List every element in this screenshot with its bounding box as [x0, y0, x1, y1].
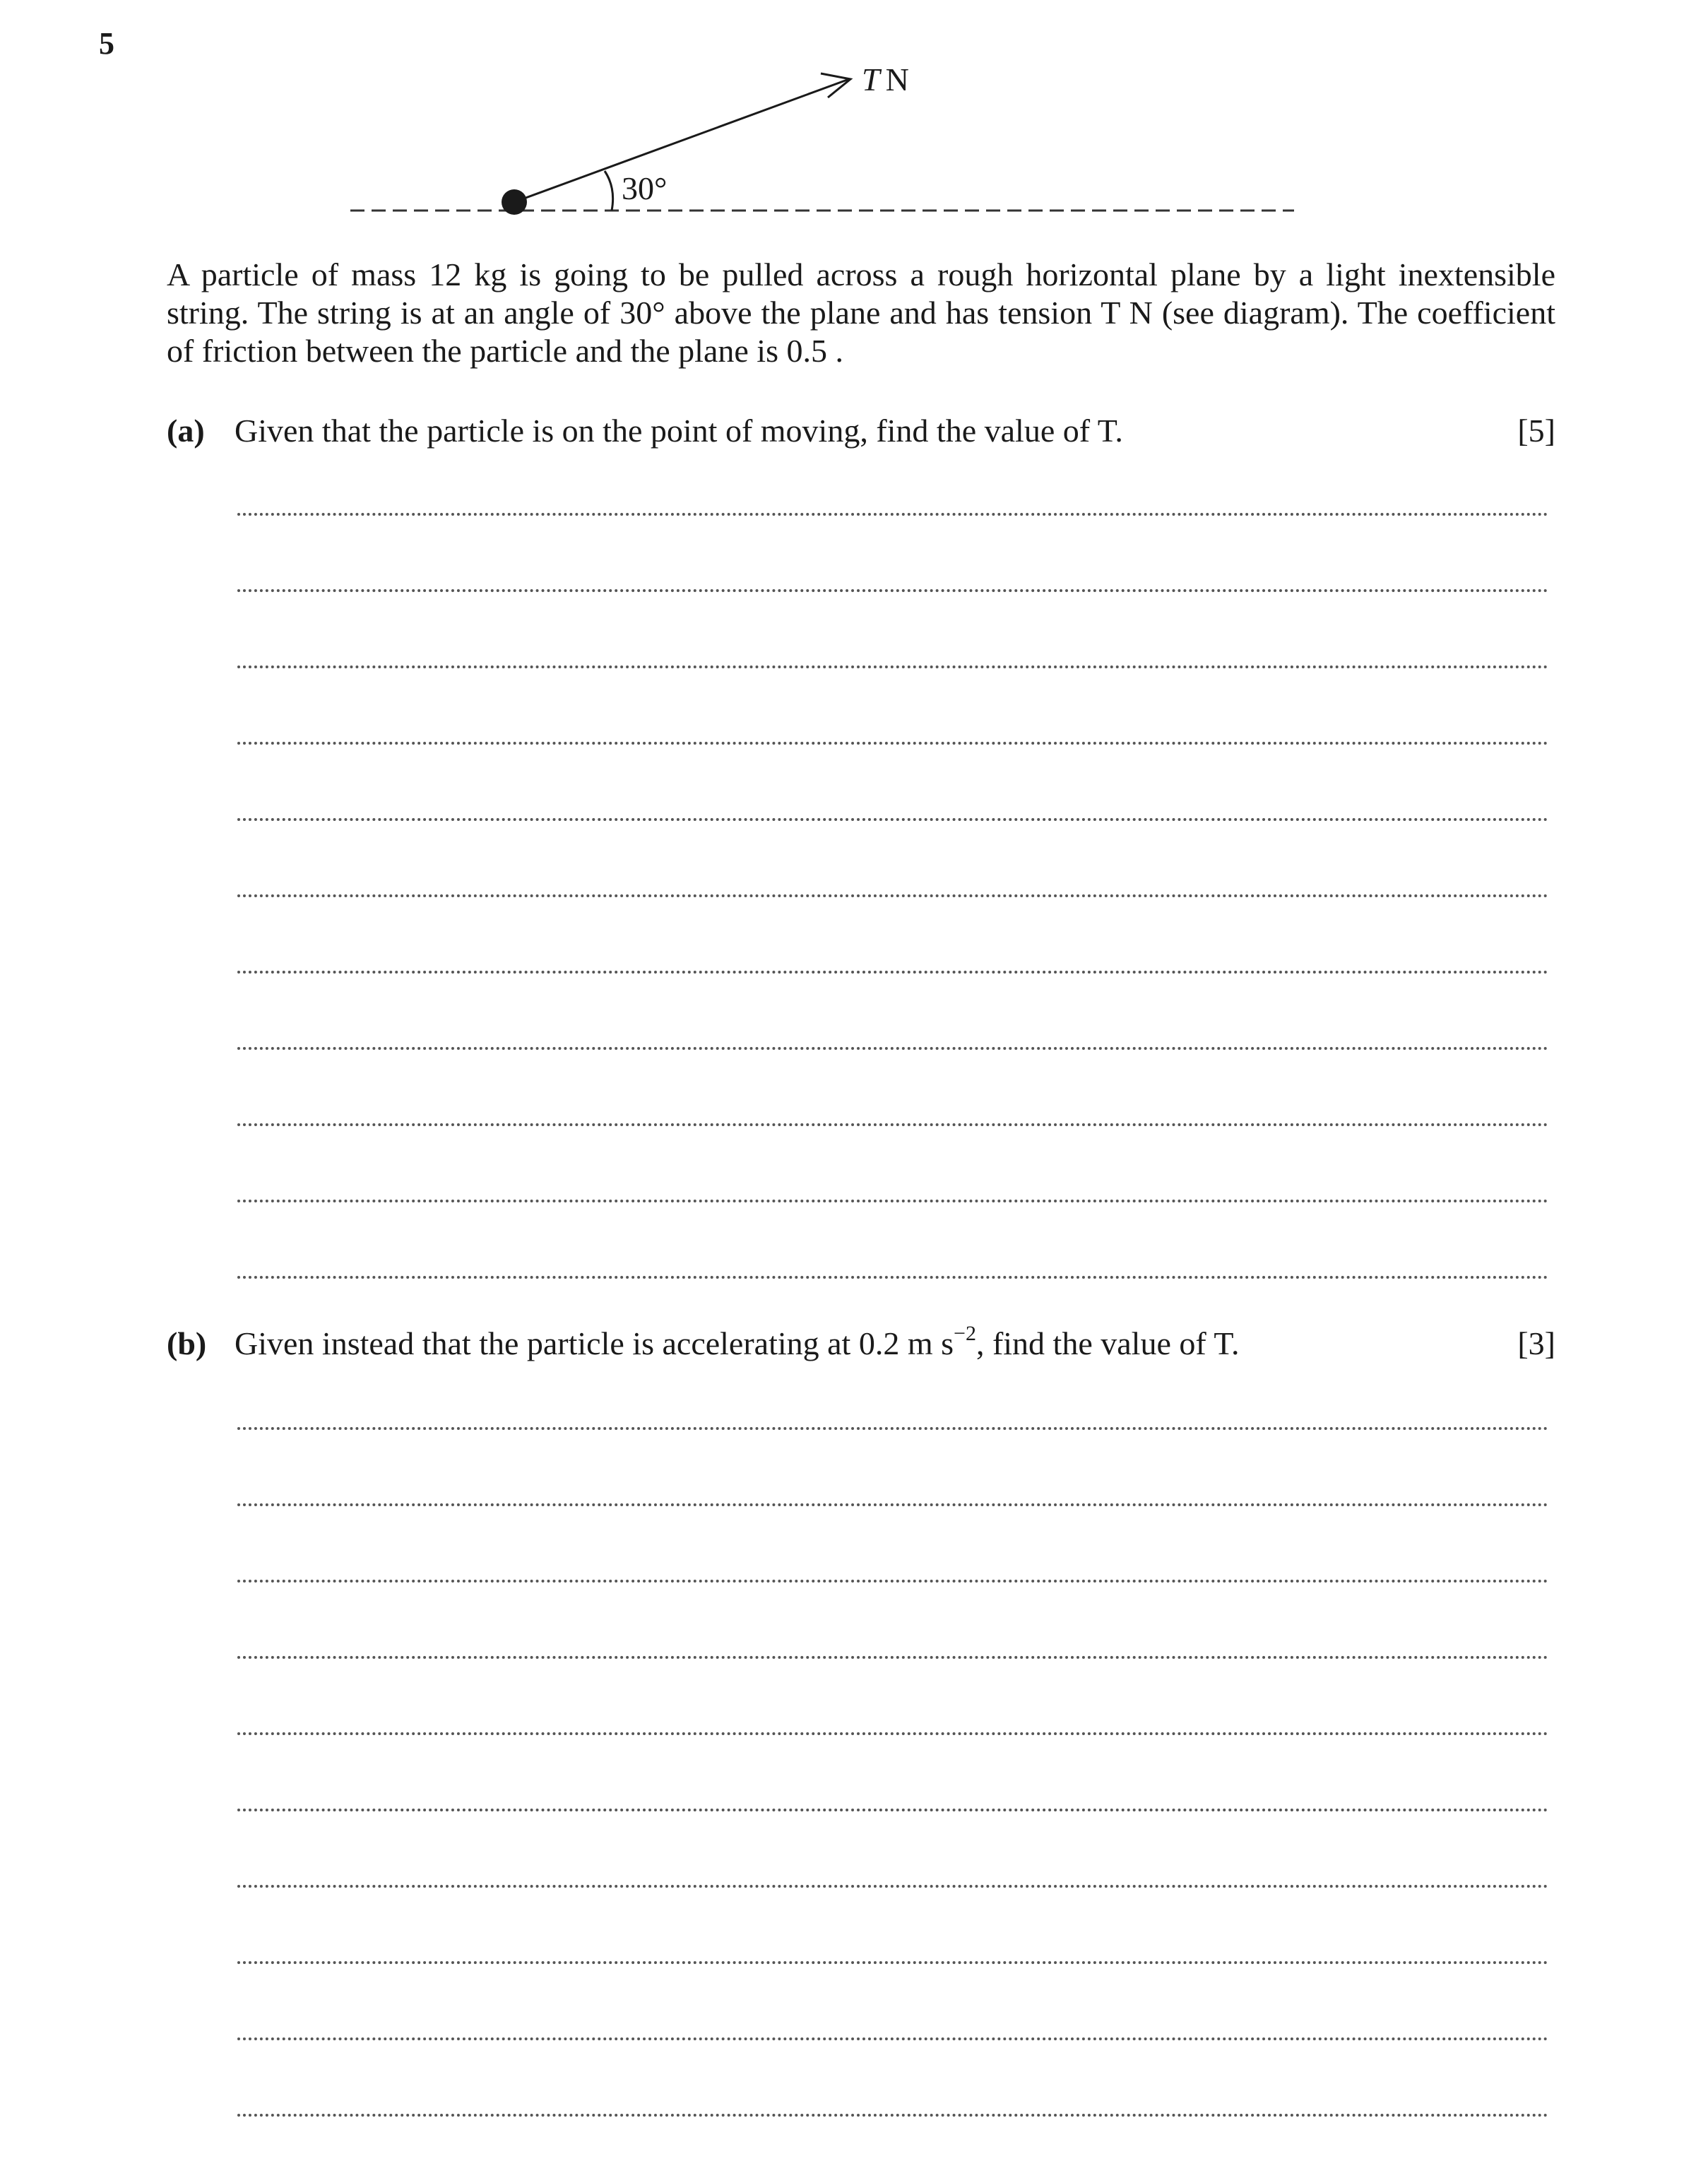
answer-line[interactable] — [237, 1123, 1548, 1126]
answer-line[interactable] — [237, 1047, 1548, 1050]
part-a-label: (a) — [167, 413, 205, 449]
answer-line[interactable] — [237, 1580, 1548, 1583]
force-diagram — [0, 0, 1708, 254]
tension-label: T N — [862, 61, 909, 97]
answer-line[interactable] — [237, 1427, 1548, 1430]
part-a — [167, 410, 1555, 452]
answer-line[interactable] — [237, 666, 1548, 668]
answer-line[interactable] — [237, 1276, 1548, 1279]
answer-line[interactable] — [237, 971, 1548, 974]
answer-line[interactable] — [237, 1200, 1548, 1202]
answer-line[interactable] — [237, 513, 1548, 516]
part-b-marks: [3] — [1517, 1325, 1555, 1361]
angle-arc — [605, 171, 613, 211]
arrowhead-icon — [821, 73, 850, 97]
angle-label: 30° — [622, 170, 668, 206]
answer-line[interactable] — [237, 1885, 1548, 1888]
part-b — [167, 1323, 1555, 1365]
part-a-marks: [5] — [1517, 413, 1555, 449]
answer-line[interactable] — [237, 2037, 1548, 2040]
string-line — [514, 79, 849, 202]
answer-line[interactable] — [237, 589, 1548, 592]
question-stem: A particle of mass 12 kg is going to be pulled across a rough horizontal plane by a light inextensible string. The string is at an angle of 30° above the plane and has tension T N (see diagram). The coefficient of friction between the particle and the plane is 0.5 . — [167, 256, 1555, 369]
part-b-label: (b) — [167, 1325, 207, 1361]
particle-icon — [502, 189, 527, 215]
answer-line[interactable] — [237, 1732, 1548, 1735]
answer-line[interactable] — [237, 1656, 1548, 1659]
part-b-text: Given instead that the particle is accelerating at 0.2 m $s^{-2}$, find the value of T. — [235, 1321, 1240, 1361]
part-a-text: Given that the particle is on the point of moving, find the value of T. — [235, 413, 1123, 449]
answer-line[interactable] — [237, 742, 1548, 745]
answer-line[interactable] — [237, 1961, 1548, 1964]
answer-line[interactable] — [237, 1503, 1548, 1506]
answer-line[interactable] — [237, 818, 1548, 821]
question-number: 5 — [99, 26, 114, 61]
answer-line[interactable] — [237, 894, 1548, 897]
answer-line[interactable] — [237, 2114, 1548, 2117]
answer-line[interactable] — [237, 1809, 1548, 1811]
